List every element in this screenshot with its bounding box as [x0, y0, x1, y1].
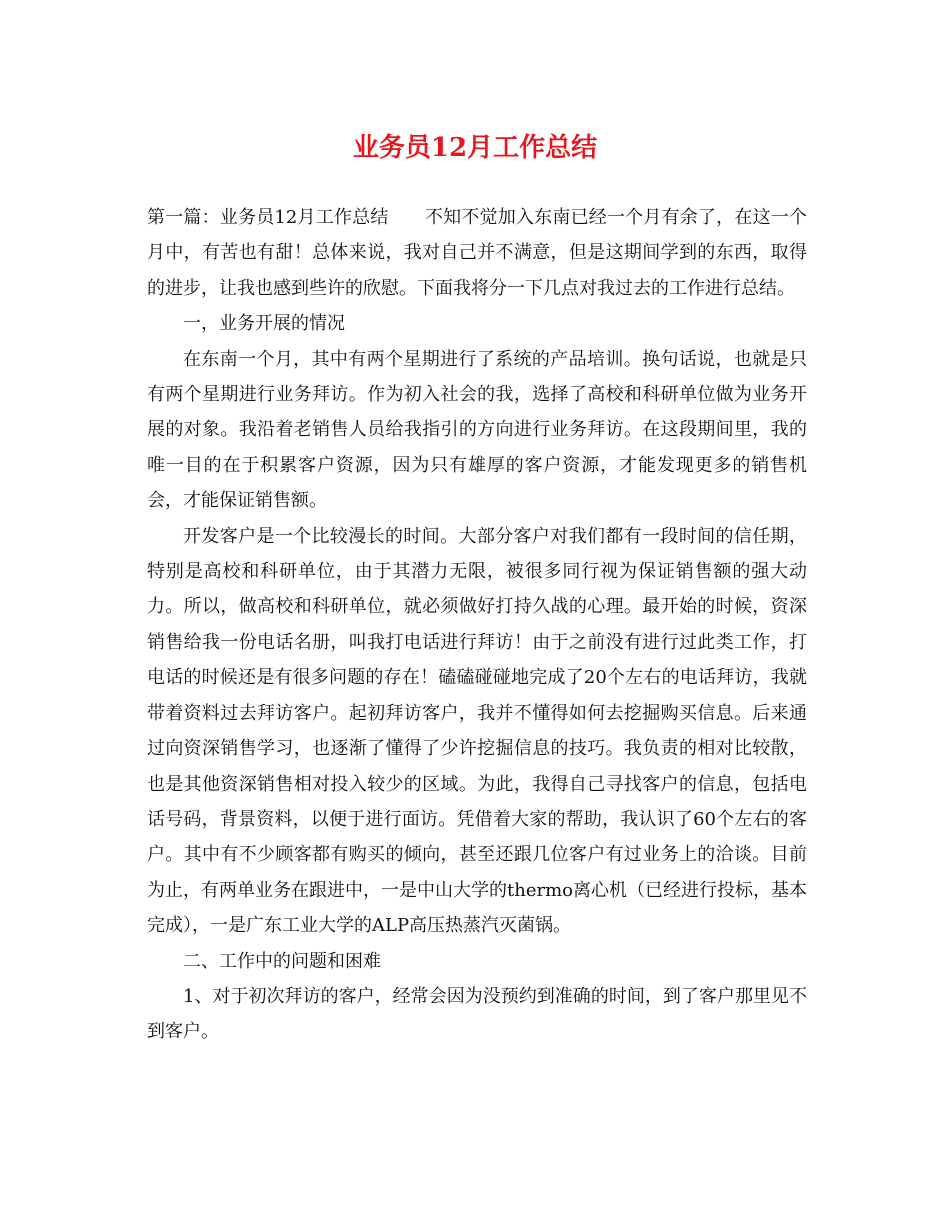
paragraph-business-2: 开发客户是一个比较漫长的时间。大部分客户对我们都有一段时间的信任期，特别是高校和科研单位，由于其潜力无限，被很多同行视为保证销售额的强大动力。所以，做高校和科研单位，就必须做好打持久战的心理。最开始的时候，资深销售给我一份电话名册，叫我打电话进行拜访！由于之前没有进行过此类工作，打电话的时候还是有很多问题的存在！磕磕碰碰地完成了20个左右的电话拜访，我就带着资料过去拜访客户。起初拜访客户，我并不懂得如何去挖掘购买信息。后来通过向资深销售学习，也逐渐了懂得了少许挖掘信息的技巧。我负责的相对比较散，也是其他资深销售相对投入较少的区域。为此，我得自己寻找客户的信息，包括电话号码，背景资料，以便于进行面访。凭借着大家的帮助，我认识了60个左右的客户。其中有不少顾客都有购买的倾向，甚至还跟几位客户有过业务上的洽谈。目前为止，有两单业务在跟进中，一是中山大学的thermo离心机（已经进行投标，基本完成），一是广东工业大学的ALP高压热蒸汽灭菌锅。 — [147, 525, 807, 937]
paragraph-intro: 第一篇：业务员12月工作总结 不知不觉加入东南已经一个月有余了，在这一个月中，有苦也有甜！总体来说，我对自己并不满意，但是这期间学到的东西，取得的进步，让我也感到些许的欣慰。下面我将分一下几点对我过去的工作进行总结。 — [147, 207, 807, 299]
section-heading-problems: 二、工作中的问题和困难 — [183, 950, 381, 972]
paragraph-problem-1: 1、对于初次拜访的客户，经常会因为没预约到准确的时间，到了客户那里见不到客户。 — [147, 985, 807, 1043]
section-heading-business: 一，业务开展的情况 — [183, 313, 345, 335]
document-title: 业务员12月工作总结 — [352, 133, 598, 163]
paragraph-business-1: 在东南一个月，其中有两个星期进行了系统的产品培训。换句话说，也就是只有两个星期进行业务拜访。作为初入社会的我，选择了高校和科研单位做为业务开展的对象。我沿着老销售人员给我指引的方向进行业务拜访。在这段期间里，我的唯一目的在于积累客户资源，因为只有雄厚的客户资源，才能发现更多的销售机会，才能保证销售额。 — [147, 348, 807, 512]
document-body — [147, 200, 807, 1050]
